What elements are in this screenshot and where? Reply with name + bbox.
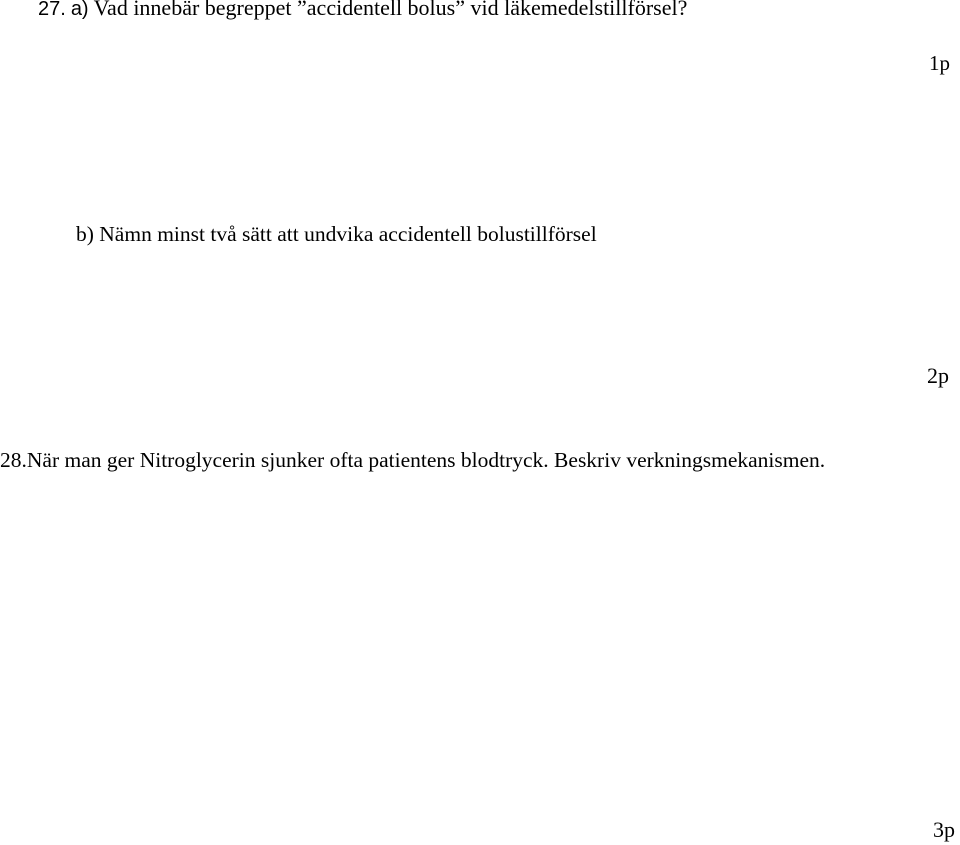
question-27b-text: b) Nämn minst två sätt att undvika accidentell bolustillförsel — [76, 222, 597, 246]
question-27-number: 27. — [38, 0, 66, 20]
question-28-points: 3p — [933, 817, 955, 842]
question-28-text: 28.När man ger Nitroglycerin sjunker ofta patientens blodtryck. Beskriv verkningsmekanismen. — [0, 448, 826, 472]
question-27a-points: 1p — [929, 51, 950, 75]
question-27b-points: 2p — [927, 363, 949, 388]
question-27a-text: Vad innebär begreppet ”accidentell bolus” vid läkemedelstillförsel? — [93, 0, 688, 20]
question-27a-label: a) — [70, 0, 89, 20]
question-27a — [38, 0, 687, 19]
